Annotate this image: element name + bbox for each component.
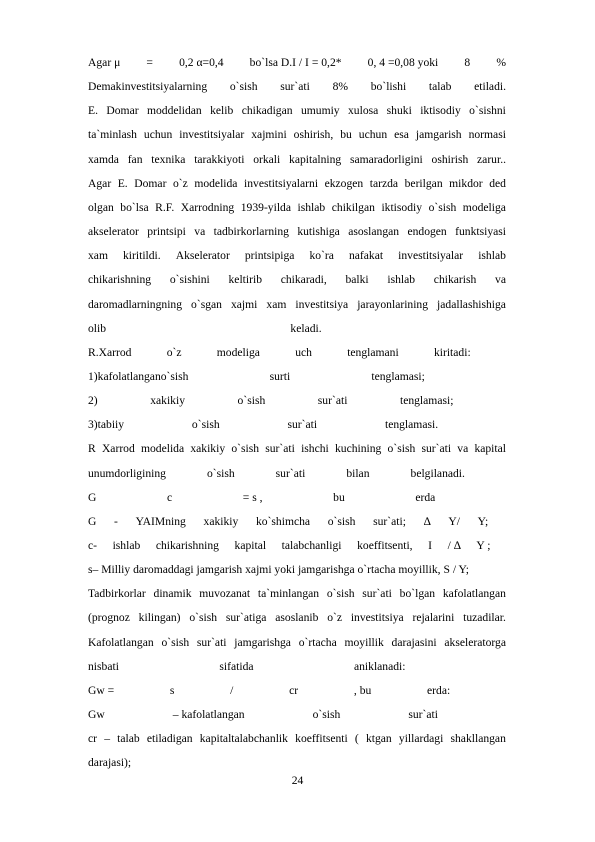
- word: bilan: [346, 466, 370, 480]
- word: moddelidan: [146, 104, 202, 118]
- word: tuzadilar.: [463, 611, 506, 625]
- word: oshirish: [431, 152, 469, 166]
- word: darajasini: [391, 635, 437, 649]
- word: tenglamani: [347, 345, 399, 359]
- word: balki: [345, 273, 369, 287]
- text-line: [88, 636, 506, 650]
- text-line: [88, 684, 506, 698]
- word: etiladi.: [474, 80, 506, 94]
- word: sur`ati: [317, 394, 348, 408]
- word: o`sish: [161, 635, 190, 649]
- word: jamgarish: [415, 128, 462, 142]
- word: o`sish: [231, 442, 260, 456]
- word: bo`lishi: [370, 80, 407, 94]
- word: sur`ati: [275, 466, 306, 480]
- word: G: [88, 514, 97, 528]
- word: tenglamasi.: [384, 418, 439, 432]
- text-line: [88, 539, 506, 553]
- word: nafakat: [348, 249, 384, 263]
- word: chikarishning: [88, 273, 152, 287]
- word: keltirib: [228, 273, 262, 287]
- word: sur`ati: [287, 418, 318, 432]
- word: asoslanib: [275, 611, 319, 625]
- text-line: [88, 467, 506, 481]
- word: tenglamasi;: [371, 369, 425, 383]
- word: akseleratorga: [444, 635, 506, 649]
- word: ktgan: [365, 732, 392, 746]
- word: xajmini: [251, 128, 287, 142]
- word: chikarishning: [155, 539, 219, 552]
- word: kiritildi.: [123, 249, 161, 263]
- word: kilingan): [138, 611, 181, 625]
- word: =: [146, 56, 153, 69]
- text-line: [88, 80, 506, 94]
- word: kelib: [210, 104, 234, 118]
- word: o`sish: [237, 394, 266, 408]
- word: G: [88, 490, 97, 504]
- word: ishlab: [297, 200, 326, 214]
- word: Y;: [477, 514, 489, 528]
- text-line: [88, 611, 506, 625]
- word: YAIMning: [135, 514, 186, 528]
- word: chikilgan: [331, 200, 375, 214]
- word: uchun: [358, 128, 388, 142]
- word: kafolatlangan: [442, 587, 506, 601]
- word: modeliga: [216, 345, 260, 359]
- word: bu: [340, 128, 352, 142]
- word: umumiy: [300, 104, 340, 118]
- word: ta`minlash: [88, 128, 137, 142]
- word: Domar: [106, 104, 139, 118]
- word: investitsiya: [295, 297, 349, 311]
- word: daromadlarningning: [88, 297, 183, 311]
- text-line: darajasi);: [88, 756, 132, 770]
- word: bu: [333, 490, 345, 504]
- word: R.F.: [155, 200, 175, 214]
- word: 0, 4 =0,08 yoki: [367, 56, 439, 69]
- word: ishlab: [387, 273, 416, 287]
- word: investitsiyalar: [398, 249, 464, 263]
- word: va: [495, 273, 506, 287]
- word: / ∆: [447, 539, 461, 552]
- word: erda: [415, 490, 436, 504]
- word: talab: [117, 732, 140, 746]
- text-line: [88, 153, 506, 167]
- word: Demakinvestitsiyalarning: [88, 80, 208, 94]
- word: kapital: [474, 442, 506, 456]
- word: c-: [88, 539, 98, 552]
- word: chikaradi,: [280, 273, 327, 287]
- word: printsipi: [147, 225, 186, 239]
- word: jamgarishga: [234, 635, 291, 649]
- text-line: [88, 56, 506, 70]
- word: mikdor: [449, 176, 483, 190]
- word: jarayonlarining: [357, 297, 429, 311]
- word: o`z: [166, 345, 182, 359]
- word: tenglamasi;: [399, 394, 454, 408]
- word: ekzogen: [324, 176, 364, 190]
- text-line: [88, 708, 506, 722]
- word: Agar: [88, 176, 112, 190]
- word: sur`ati: [362, 587, 392, 601]
- word: sur`ati: [265, 442, 295, 456]
- text-line: [88, 201, 506, 215]
- word: xakikiy: [150, 394, 185, 408]
- word: ko`ra: [309, 249, 334, 263]
- word: uchun: [143, 128, 173, 142]
- word: o`sish: [206, 466, 235, 480]
- word: Gw =: [88, 683, 115, 697]
- word: zarur..: [477, 152, 506, 166]
- word: texnika: [151, 152, 186, 166]
- word: sur`ati;: [373, 514, 406, 528]
- word: 1)kafolatlangano`sish: [88, 369, 189, 383]
- word: o`rtacha: [298, 635, 337, 649]
- word: o`sish: [327, 514, 356, 528]
- word: unumdorligining: [88, 466, 166, 480]
- word: bo`lsa: [120, 200, 149, 214]
- word: chikadigan: [241, 104, 293, 118]
- text-line: [88, 418, 506, 432]
- word: o`sish: [428, 200, 457, 214]
- word: o`sish: [189, 611, 218, 625]
- word: xajmi: [230, 297, 258, 311]
- word: muvozanat: [199, 587, 251, 601]
- word: 8: [464, 56, 471, 69]
- word: ∆: [423, 514, 431, 528]
- word: (: [354, 732, 359, 746]
- word: berilgan: [404, 176, 443, 190]
- word: shuki: [386, 104, 412, 118]
- text-line: [88, 732, 506, 746]
- word: /: [230, 683, 234, 697]
- word: o`sish: [312, 708, 341, 722]
- word: xam: [88, 249, 108, 263]
- word: Domar: [134, 176, 167, 190]
- word: – kafolatlangan: [172, 708, 245, 722]
- text-line: [88, 491, 506, 505]
- word: chikarish: [433, 273, 477, 287]
- text-line: s– Milliy daromaddagi jamgarish xajmi yoki jamgarishga o`rtacha moyillik, S / Y;: [88, 563, 470, 577]
- word: nisbati: [88, 659, 119, 673]
- word: s: [169, 683, 175, 697]
- word: bo`lgan: [399, 587, 436, 601]
- word: shakllangan: [450, 732, 506, 746]
- word: erda:: [427, 683, 451, 697]
- word: = s ,: [242, 490, 263, 504]
- word: orkali: [253, 152, 281, 166]
- word: modelida: [194, 176, 238, 190]
- text-line: [88, 177, 506, 191]
- word: ishlab: [112, 539, 141, 552]
- word: 1939-yilda: [240, 200, 291, 214]
- word: (prognoz: [88, 611, 130, 625]
- word: %: [496, 56, 506, 69]
- word: ta`minlangan: [257, 587, 320, 601]
- word: modelida: [140, 442, 185, 456]
- text-line: [88, 587, 506, 601]
- word: aniklanadi:: [353, 659, 406, 673]
- word: dinamik: [153, 587, 192, 601]
- word: E.: [117, 176, 128, 190]
- word: iktisodiy: [381, 200, 423, 214]
- text-line: [88, 322, 506, 336]
- word: o`sgan: [191, 297, 222, 311]
- word: printsipiga: [244, 249, 295, 263]
- word: bo`lsa D.I / I = 0,2*: [249, 56, 342, 69]
- word: belgilanadi.: [410, 466, 465, 480]
- word: talabchanligi: [281, 539, 342, 552]
- word: o`sish: [387, 442, 416, 456]
- word: investitsiya: [350, 611, 404, 625]
- word: modeliga: [462, 200, 506, 214]
- text-line: [88, 370, 506, 384]
- word: sur`atiga: [225, 611, 267, 625]
- word: iktisodiy: [420, 104, 461, 118]
- word: Gw: [88, 708, 105, 722]
- word: E.: [88, 104, 98, 118]
- word: xulosa: [348, 104, 379, 118]
- word: kapital: [234, 539, 267, 552]
- word: –: [104, 732, 110, 746]
- word: olib: [88, 321, 107, 335]
- text-line: [88, 515, 506, 529]
- word: keladi.: [290, 321, 322, 335]
- word: kapitaltalabchanlik: [199, 732, 288, 746]
- word: ishlab: [478, 249, 506, 263]
- word: uch: [295, 345, 312, 359]
- word: va: [457, 442, 469, 456]
- word: o`sishni: [469, 104, 506, 118]
- word: samaradorligini: [349, 152, 423, 166]
- word: xakikiy: [203, 514, 239, 528]
- text-line: [88, 660, 506, 674]
- word: sifatida: [219, 659, 254, 673]
- word: Akselerator: [175, 249, 230, 263]
- word: investitsiyalar: [179, 128, 245, 142]
- word: kiritadi:: [433, 345, 471, 359]
- word: olgan: [88, 200, 114, 214]
- word: cr: [88, 732, 98, 746]
- text-line: [88, 104, 506, 118]
- page-number: 24: [291, 774, 304, 787]
- word: moyillik: [344, 635, 384, 649]
- word: xam: [266, 297, 287, 311]
- word: 8%: [332, 80, 349, 94]
- text-line: [88, 394, 506, 408]
- text-line: [88, 225, 506, 239]
- word: investitsiyalarni: [244, 176, 319, 190]
- word: asoslangan: [348, 225, 400, 239]
- word: cr: [289, 683, 299, 697]
- word: oshirish,: [293, 128, 334, 142]
- word: etiladigan: [146, 732, 193, 746]
- word: tadbirkorlarning: [213, 225, 289, 239]
- word: rejalarini: [412, 611, 455, 625]
- word: 0,2 α=0,4: [179, 56, 224, 69]
- word: xamda: [88, 152, 119, 166]
- word: va: [194, 225, 206, 239]
- word: , bu: [353, 683, 372, 697]
- word: Kafolatlangan: [88, 635, 154, 649]
- word: o`z: [327, 611, 343, 625]
- word: kuchining: [334, 442, 382, 456]
- text-line: [88, 273, 506, 287]
- word: Xarrodning: [180, 200, 235, 214]
- word: sur`ati: [408, 708, 438, 722]
- word: esa: [394, 128, 409, 142]
- word: 2): [88, 394, 98, 408]
- word: tarakkiyoti: [194, 152, 245, 166]
- word: ded: [489, 176, 506, 190]
- word: ishchi: [301, 442, 329, 456]
- text-line: [88, 249, 506, 263]
- text-line: [88, 128, 506, 142]
- word: Y/: [448, 514, 460, 528]
- word: normasi: [468, 128, 506, 142]
- word: endogen: [407, 225, 447, 239]
- word: jadallashishiga: [437, 297, 506, 311]
- word: sur`ati: [280, 80, 310, 94]
- text-line: [88, 442, 506, 456]
- word: Agar μ: [88, 56, 121, 69]
- word: akselerator: [88, 225, 139, 239]
- text-line: [88, 298, 506, 312]
- word: sur`ati: [196, 635, 227, 649]
- word: Tadbirkorlar: [88, 587, 146, 601]
- word: Xarrod: [101, 442, 135, 456]
- word: c: [167, 490, 173, 504]
- word: kutishiga: [297, 225, 340, 239]
- word: 3)tabiiy: [88, 418, 125, 432]
- word: o`sishini: [169, 273, 210, 287]
- word: koeffitsenti: [295, 732, 348, 746]
- word: kapitalning: [289, 152, 342, 166]
- word: R.Xarrod: [88, 345, 132, 359]
- word: koeffitsenti,: [357, 539, 413, 552]
- word: R: [88, 442, 96, 456]
- word: tarzda: [369, 176, 399, 190]
- word: fan: [127, 152, 143, 166]
- word: o`sish: [191, 418, 220, 432]
- word: o`sish: [326, 587, 355, 601]
- word: talab: [428, 80, 452, 94]
- word: yillardagi: [398, 732, 444, 746]
- text-line: [88, 346, 506, 360]
- word: o`z: [172, 176, 188, 190]
- word: funktsiyasi: [455, 225, 506, 239]
- word: I: [428, 539, 433, 552]
- word: xakikiy: [190, 442, 226, 456]
- word: -: [114, 514, 118, 528]
- word: sur`ati: [421, 442, 452, 456]
- word: ko`shimcha: [255, 514, 311, 528]
- word: o`sish: [229, 80, 258, 94]
- word: Y ;: [476, 539, 491, 552]
- word: surti: [269, 369, 291, 383]
